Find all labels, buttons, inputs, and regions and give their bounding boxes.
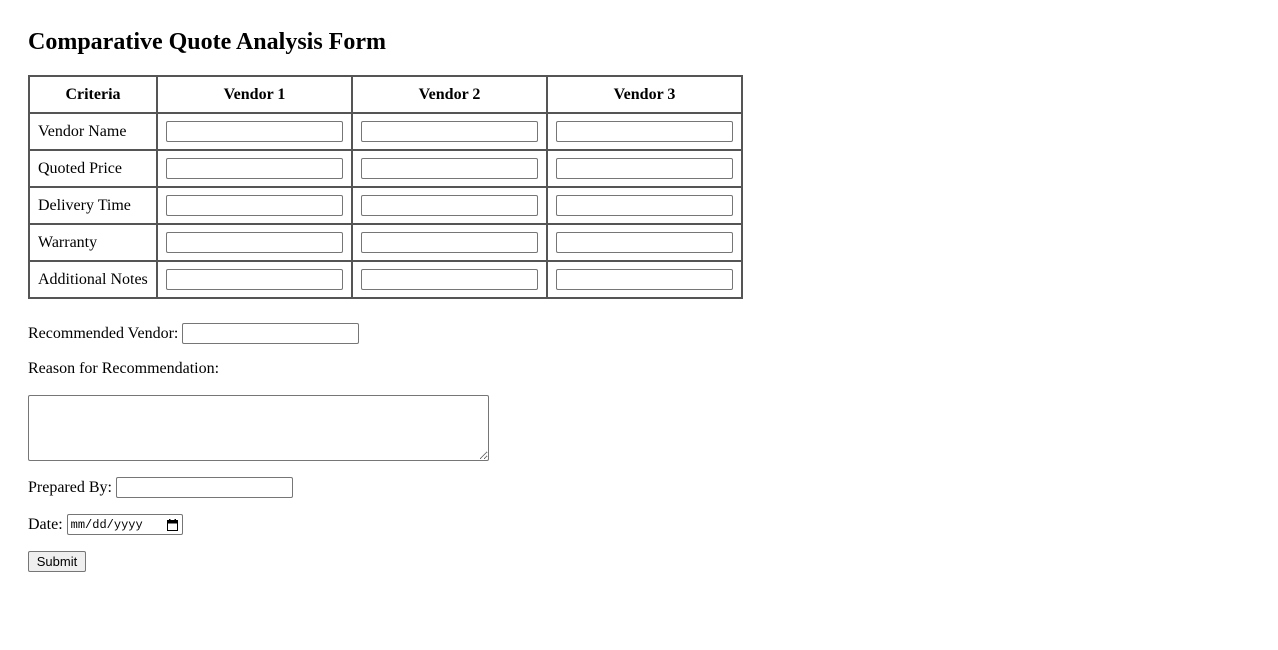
delivery-time-vendor-1-input[interactable] [166, 195, 343, 216]
delivery-time-vendor-3-input[interactable] [556, 195, 733, 216]
quoted-price-vendor-3-input[interactable] [556, 158, 733, 179]
date-placeholder: mm/dd/yyyy [70, 517, 143, 532]
row-label-vendor-name: Vendor Name [29, 113, 157, 150]
table-row [29, 187, 742, 224]
delivery-time-vendor-2-input[interactable] [361, 195, 538, 216]
recommended-vendor-input[interactable] [182, 323, 359, 344]
column-header-vendor-2: Vendor 2 [352, 76, 547, 113]
recommended-vendor-label: Recommended Vendor: [28, 324, 179, 342]
submit-button[interactable]: Submit [28, 551, 86, 572]
table-row [29, 224, 742, 261]
additional-notes-vendor-3-input[interactable] [556, 269, 733, 290]
row-label-quoted-price: Quoted Price [29, 150, 157, 187]
row-label-warranty: Warranty [29, 224, 157, 261]
vendor-name-vendor-2-input[interactable] [361, 121, 538, 142]
reason-row [28, 360, 219, 378]
quoted-price-vendor-1-input[interactable] [166, 158, 343, 179]
table-row [29, 150, 742, 187]
vendor-name-vendor-1-input[interactable] [166, 121, 343, 142]
table-row [29, 261, 742, 298]
page-title: Comparative Quote Analysis Form [28, 29, 386, 55]
table-header-row [29, 76, 742, 113]
prepared-by-input[interactable] [116, 477, 293, 498]
prepared-by-row [28, 477, 293, 498]
prepared-by-label: Prepared By: [28, 478, 112, 496]
row-label-delivery-time: Delivery Time [29, 187, 157, 224]
recommended-vendor-row [28, 323, 359, 344]
quoted-price-vendor-2-input[interactable] [361, 158, 538, 179]
reason-textarea[interactable] [28, 395, 489, 461]
column-header-vendor-3: Vendor 3 [547, 76, 742, 113]
quote-comparison-table [28, 75, 743, 299]
date-row [28, 514, 183, 535]
additional-notes-vendor-1-input[interactable] [166, 269, 343, 290]
warranty-vendor-1-input[interactable] [166, 232, 343, 253]
column-header-criteria: Criteria [29, 76, 157, 113]
column-header-vendor-1: Vendor 1 [157, 76, 352, 113]
additional-notes-vendor-2-input[interactable] [361, 269, 538, 290]
date-label: Date: [28, 515, 63, 533]
date-input[interactable] [67, 514, 183, 535]
row-label-additional-notes: Additional Notes [29, 261, 157, 298]
warranty-vendor-2-input[interactable] [361, 232, 538, 253]
calendar-icon[interactable] [167, 519, 178, 531]
vendor-name-vendor-3-input[interactable] [556, 121, 733, 142]
reason-label: Reason for Recommendation: [28, 360, 220, 377]
table-row [29, 113, 742, 150]
warranty-vendor-3-input[interactable] [556, 232, 733, 253]
